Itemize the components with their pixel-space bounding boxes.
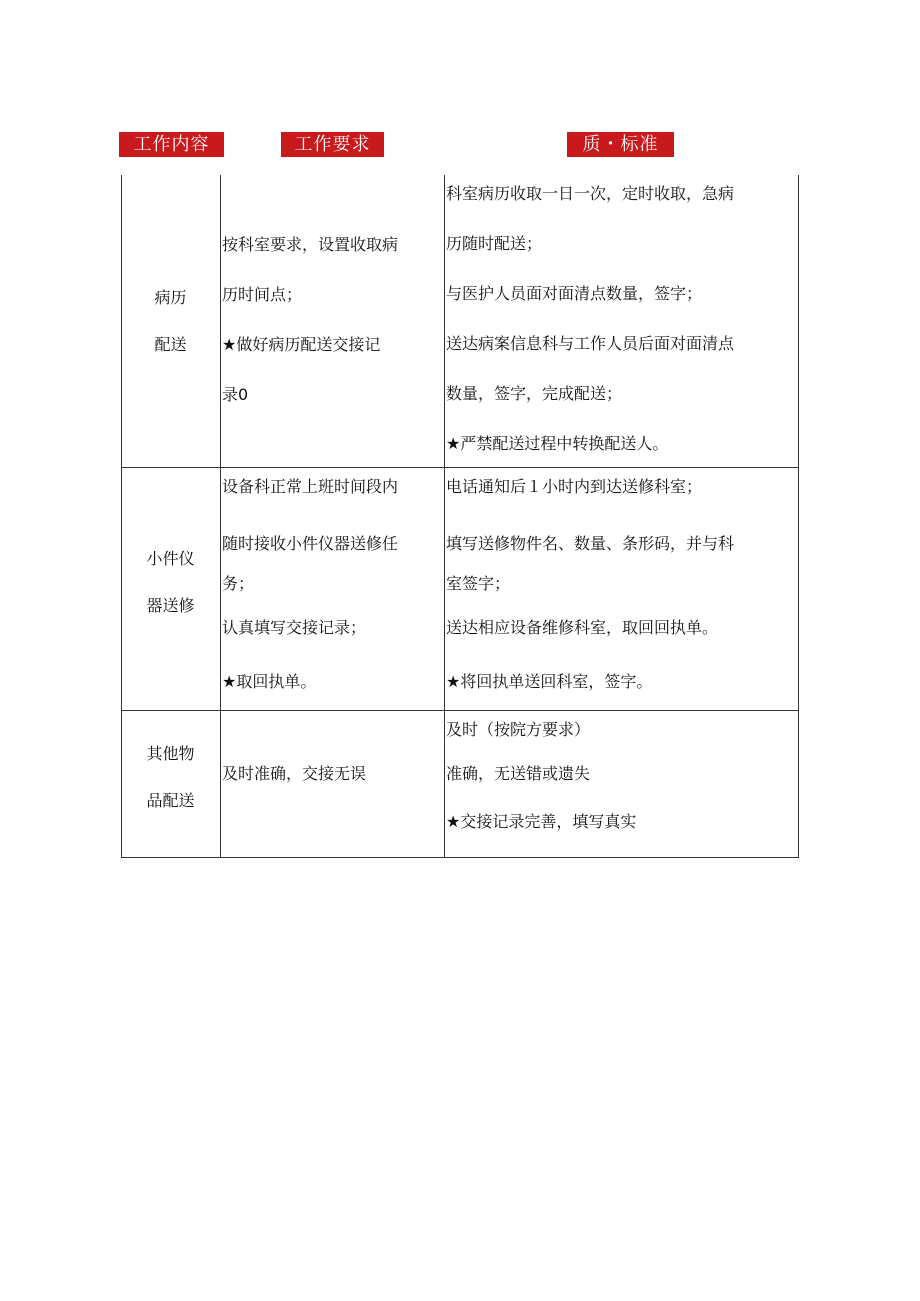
category-label-line: 配送: [154, 335, 187, 354]
standard-line: 填写送修物件名、数量、条形码，并与科: [446, 534, 735, 553]
standards-other-items-delivery: [446, 715, 796, 837]
category-label-line: 小件仪: [146, 549, 195, 568]
standard-line: 送达相应设备维修科室，取回回执单。: [446, 618, 719, 637]
requirement-line: 随时接收小件仪器送修任: [222, 534, 399, 553]
standard-line: 历随时配送；: [446, 234, 543, 253]
standard-line: 准确，无送错或遗失: [446, 764, 591, 783]
standards-small-instrument-repair: [446, 472, 796, 702]
requirement-line: ★取回执单。: [222, 672, 317, 691]
column-divider-1: [220, 175, 221, 858]
standard-line: 与医护人员面对面清点数量，签字；: [446, 284, 703, 303]
category-label-line: 器送修: [146, 596, 195, 615]
requirement-line: 录0: [222, 385, 249, 404]
standard-line: ★将回执单送回科室，签字。: [446, 672, 653, 691]
category-label-line: 其他物: [146, 744, 195, 763]
standards-table: [121, 175, 799, 858]
standard-line: 送达病案信息科与工作人员后面对面清点: [446, 334, 735, 353]
category-label-line: 品配送: [146, 791, 195, 810]
standard-line: 数量，签字，完成配送；: [446, 384, 623, 403]
standards-medical-records: [446, 169, 796, 469]
requirement-line: 历时间点；: [222, 285, 303, 304]
category-medical-records: [121, 274, 220, 368]
standard-line: ★交接记录完善，填写真实: [446, 812, 637, 831]
requirement-line: 务；: [222, 574, 255, 593]
column-divider-2: [444, 175, 445, 858]
standard-line: 及时（按院方要求）: [446, 720, 591, 739]
requirement-line: ★做好病历配送交接记: [222, 335, 381, 354]
standard-line: 科室病历收取一日一次，定时收取，急病: [446, 184, 735, 203]
category-label-line: 病历: [154, 288, 187, 307]
header-work-content: 工作内容: [119, 132, 224, 157]
row-divider-2: [121, 710, 799, 711]
standard-line: ★严禁配送过程中转换配送人。: [446, 434, 669, 453]
standard-line: 电话通知后１小时内到达送修科室；: [446, 477, 703, 496]
requirement-line: 及时准确，交接无误: [222, 764, 367, 783]
table-border-bottom: [121, 857, 799, 858]
requirement-line: 设备科正常上班时间段内: [222, 477, 399, 496]
requirements-medical-records: [222, 220, 442, 420]
table-border-right: [798, 175, 799, 858]
header-quality-standard: 质・标准: [567, 132, 674, 157]
requirement-line: 认真填写交接记录；: [222, 618, 367, 637]
category-small-instrument-repair: [121, 535, 220, 629]
standard-line: 室签字；: [446, 574, 511, 593]
requirements-other-items-delivery: [222, 759, 442, 789]
requirements-small-instrument-repair: [222, 472, 442, 702]
header-work-requirements: 工作要求: [281, 132, 384, 157]
category-other-items-delivery: [121, 730, 220, 824]
requirement-line: 按科室要求，设置收取病: [222, 235, 399, 254]
